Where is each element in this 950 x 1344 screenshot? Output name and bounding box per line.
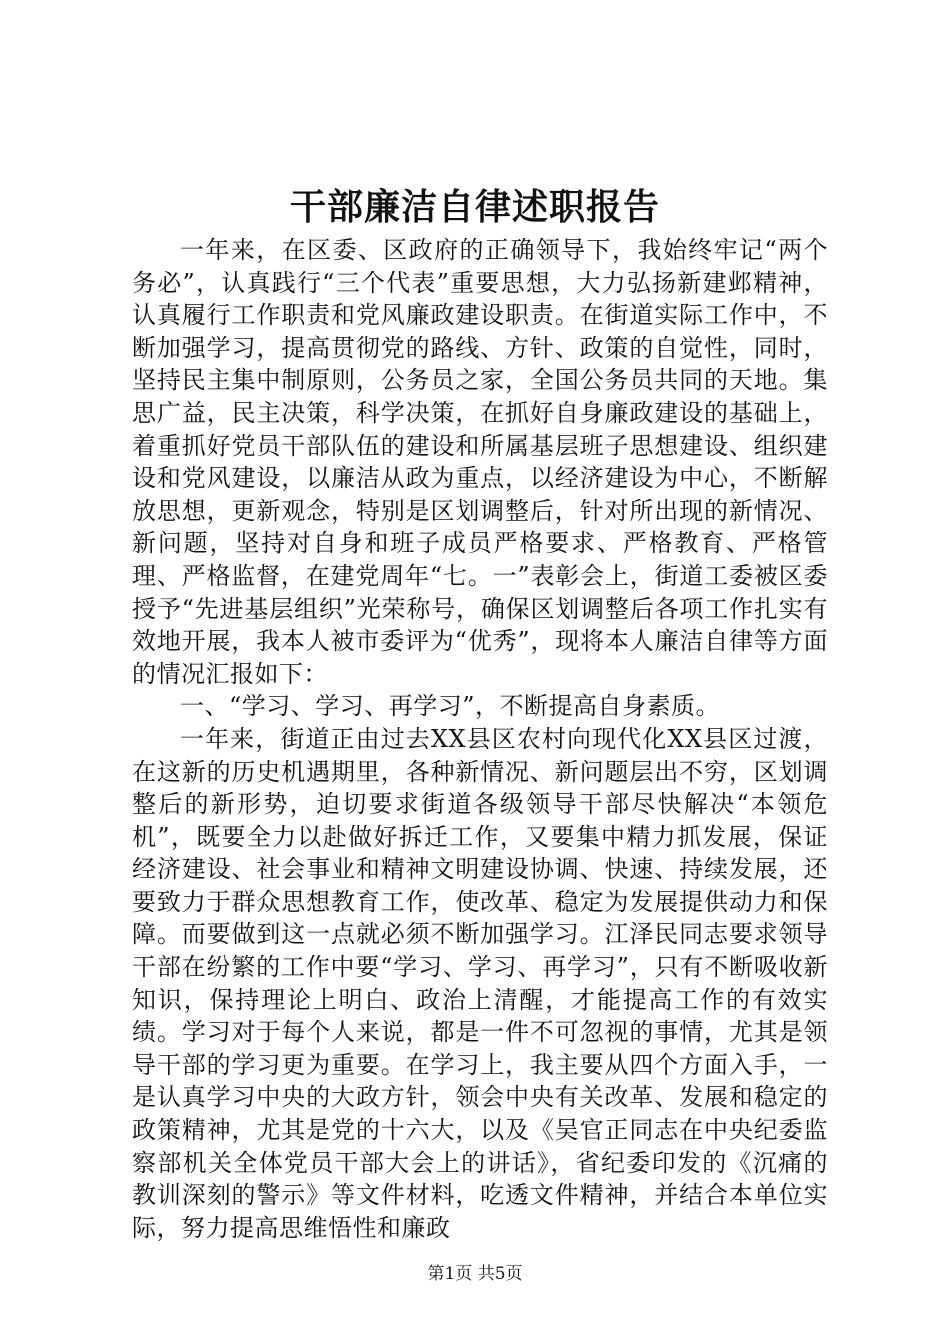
document-body — [132, 234, 828, 1244]
paragraph-section-1: 一年来，街道正由过去XX县区农村向现代化XX县区过渡，在这新的历史机遇期里，各种新情况、新问题层出不穷，区划调整后的新形势，迫切要求街道各级领导干部尽快解决“本领危机”，既要全力以赴做好拆迁工作，又要集中精力抓发展，保证经济建设、社会事业和精神文明建设协调、快速、持续发展，还要致力于群众思想教育工作，使改革、稳定为发展提供动力和保障。而要做到这一点就必须不断加强学习。江泽民同志要求领导干部在纷繁的工作中要“学习、学习、再学习”，只有不断吸收新知识，保持理论上明白、政治上清醒，才能提高工作的有效实绩。学习对于每个人来说，都是一件不可忽视的事情，尤其是领导干部的学习更为重要。在学习上，我主要从四个方面入手，一是认真学习中央的大政方针，领会中央有关改革、发展和稳定的政策精神，尤其是党的十六大，以及《吴官正同志在中央纪委监察部机关全体党员干部大会上的讲话》，省纪委印发的《沉痛的教训深刻的警示》等文件材料，吃透文件精神，并结合本单位实际，努力提高思维悟性和廉政 — [132, 724, 828, 1242]
section-heading-1: 一、“学习、学习、再学习”，不断提高自身素质。 — [180, 692, 721, 721]
page-footer: 第1页 共5页 — [427, 1264, 523, 1284]
document-title: 干部廉洁自律述职报告 — [289, 186, 660, 228]
paragraph-intro: 一年来，在区委、区政府的正确领导下，我始终牢记“两个务必”，认真践行“三个代表”重要思想，大力弘扬新建邺精神，认真履行工作职责和党风廉政建设职责。在街道实际工作中，不断加强学习，提高贯彻党的路线、方针、政策的自觉性，同时，坚持民主集中制原则，公务员之家，全国公务员共同的天地。集思广益，民主决策，科学决策，在抓好自身廉政建设的基础上，着重抓好党员干部队伍的建设和所属基层班子思想建设、组织建设和党风建设，以廉洁从政为重点，以经济建设为中心，不断解放思想，更新观念，特别是区划调整后，针对所出现的新情况、新问题，坚持对自身和班子成员严格要求、严格教育、严格管理、严格监督，在建党周年“七。一”表彰会上，街道工委被区委授予“先进基层组织”光荣称号，确保区划调整后各项工作扎实有效地开展，我本人被市委评为“优秀”，现将本人廉洁自律等方面的情况汇报如下： — [132, 236, 828, 688]
